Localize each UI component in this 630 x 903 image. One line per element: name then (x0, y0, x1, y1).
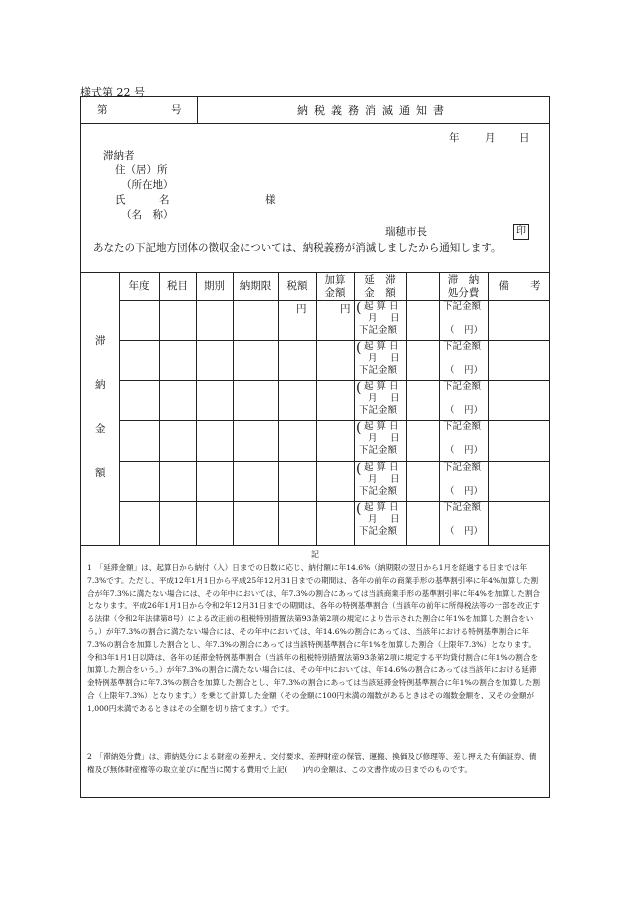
row-5-start-label: 起 算 日 (364, 462, 399, 473)
header-additional-2: 金額 (324, 287, 346, 299)
row-2-brace-open: ( (356, 340, 362, 356)
name-surname-label: 氏 (115, 194, 126, 206)
row-6-disposal-below-amount: 下記金額 (443, 502, 482, 513)
row-6-month-day-label: 月 日 (368, 514, 400, 525)
row-2-month-day-label: 月 日 (368, 353, 400, 364)
row-3-disposal-paren-yen: （ 円） (445, 405, 484, 416)
row-6-disposal-paren-yen: （ 円） (445, 526, 484, 537)
header-disposal-1: 滞 納 (447, 274, 480, 286)
note-item-1: 1 「延滞金額」は、起算日から納付（入）日までの日数に応じ、納付額に年14.6%（納期限の翌日から1月を経過する日までは年7.3%です。ただし、平成12年1月1日から平成25年12月31日までの期間は、各年の前年の商業手形の基準割引率に年4%加算した割合が年7.3%に満たない場合には、その年中においては、年7.3%の割合にあっては当該商業手形の基準割引率に年4%を加算した割合となります。平成26年1月1日から令和2年12月31日までの期間は、各年の特例基準割合（当該年の前年に所得税法等の一部を改正する法律（令和2年法律第8号）による改正前の租税特別措置法第93条第2項の規定により告示された割合に年1%を加算した割合をいう。）が年7.3%の割合に満たない場合には、その年中においては、年14.6%の割合にあっては、当該年における特例基準割合に年7.3%の割合を加算した割合とし、年7.3%の割合にあっては当該特例基準割合に年1%を加算した割合（上限年7.3%）となります。令和3年1月1日以降は、各年の延滞金特例基準割合（当該年の租税特別措置法第93条第2項に規定する平均貸付割合に年1%の割合を加算した割合をいう。）が年7.3%の割合に満たない場合には、その年中においては、年14.6%の割合にあっては当該年における延滞金特例基準割合に年7.3%の割合を加算した割合とし、年7.3%の割合にあっては当該延滞金特例基準割合に年1%の割合を加算した割合（上限年7.3%）となります。）を乗じて計算した金額（その金額に100円未満の端数があるときはその端数金額を、又その金額が1,000円未満であるときはその全額を切り捨てます。）です。 (87, 563, 541, 713)
additional-amount-yen: 円 (340, 303, 351, 315)
row-4-disposal-paren-yen: （ 円） (445, 445, 484, 456)
header-delinquency-2: 金 額 (364, 287, 396, 299)
row-5-month-day-label: 月 日 (368, 474, 400, 485)
row-1-brace-open: ( (356, 300, 362, 316)
row-3-below-amount-label: 下記金額 (359, 405, 398, 416)
row-6-start-label: 起 算 日 (364, 502, 399, 513)
tax-amount-yen: 円 (296, 303, 307, 315)
number-label-go: 号 (171, 104, 182, 116)
header-tax-item: 税目 (167, 280, 188, 292)
row-3-disposal-below-amount: 下記金額 (443, 381, 482, 392)
notification-message: あなたの下記地方団体の徴収金については、納税義務が消滅しましたから通知します。 (93, 242, 502, 254)
row-3-brace-open: ( (356, 380, 362, 396)
header-delinquency-1: 延 滞 (364, 274, 396, 286)
header-disposal-2: 処分費 (447, 287, 480, 299)
header-due-date: 納期限 (239, 280, 272, 292)
notice-frame (80, 96, 550, 798)
row-6-below-amount-label: 下記金額 (359, 526, 398, 537)
row-5-below-amount-label: 下記金額 (359, 486, 398, 497)
row-4-month-day-label: 月 日 (368, 433, 400, 444)
row-2-start-label: 起 算 日 (364, 341, 399, 352)
date-year-label: 年 (449, 132, 460, 144)
note-item-2: 2 「滞納処分費」は、滞納処分による財産の差押え、交付要求、差押財産の保管、運搬、換価及び修理等、差し押えた有価証券、債権及び無体財産権等の取立並びに配当に関する費用で上記( )内の金額は、この文書作成の日までのものです。 (87, 752, 537, 774)
row-2-below-amount-label: 下記金額 (359, 365, 398, 376)
form-number: 様式第 22 号 (80, 86, 145, 99)
number-label-dai: 第 (97, 104, 108, 116)
issuer-name: 瑞穂市長 (385, 226, 427, 238)
row-2-disposal-paren-yen: （ 円） (445, 365, 484, 376)
header-tax-amount: 税額 (286, 280, 308, 292)
row-6-brace-open: ( (356, 501, 362, 517)
honorific-label: 様 (265, 194, 276, 206)
date-day-label: 日 (519, 132, 530, 144)
row-1-month-day-label: 月 日 (368, 313, 400, 324)
side-label-char-3: 金 (95, 423, 106, 435)
side-label-char-2: 納 (95, 379, 106, 391)
row-3-start-label: 起 算 日 (364, 381, 399, 392)
side-label-char-4: 額 (95, 467, 106, 479)
row-5-disposal-below-amount: 下記金額 (443, 462, 482, 473)
row-1-disposal-below-amount: 下記金額 (443, 301, 482, 312)
name-title-label: （名 称） (121, 209, 174, 221)
side-label-char-1: 滞 (95, 335, 106, 347)
notes-title: 記 (311, 550, 319, 559)
row-1-disposal-paren-yen: （ 円） (445, 325, 484, 336)
header-additional-1: 加算 (324, 274, 346, 286)
row-3-month-day-label: 月 日 (368, 393, 400, 404)
header-year: 年度 (128, 280, 150, 292)
location-label: （所在地） (121, 179, 174, 191)
row-1-below-amount-label: 下記金額 (359, 325, 398, 336)
name-given-label: 名 (159, 194, 170, 206)
taxpayer-label: 滞納者 (103, 150, 135, 162)
official-seal: 印 (513, 224, 529, 240)
row-4-disposal-below-amount: 下記金額 (443, 421, 482, 432)
document-title: 納税義務消滅通知書 (297, 104, 450, 117)
header-period: 期別 (204, 280, 225, 292)
row-4-start-label: 起 算 日 (364, 421, 399, 432)
date-month-label: 月 (485, 132, 496, 144)
row-5-brace-open: ( (356, 461, 362, 477)
row-5-disposal-paren-yen: （ 円） (445, 486, 484, 497)
address-label: 住（居）所 (115, 164, 168, 176)
row-4-below-amount-label: 下記金額 (359, 445, 398, 456)
row-2-disposal-below-amount: 下記金額 (443, 341, 482, 352)
row-1-start-label: 起 算 日 (364, 301, 399, 312)
row-4-brace-open: ( (356, 420, 362, 436)
header-remarks: 備 考 (498, 280, 541, 292)
